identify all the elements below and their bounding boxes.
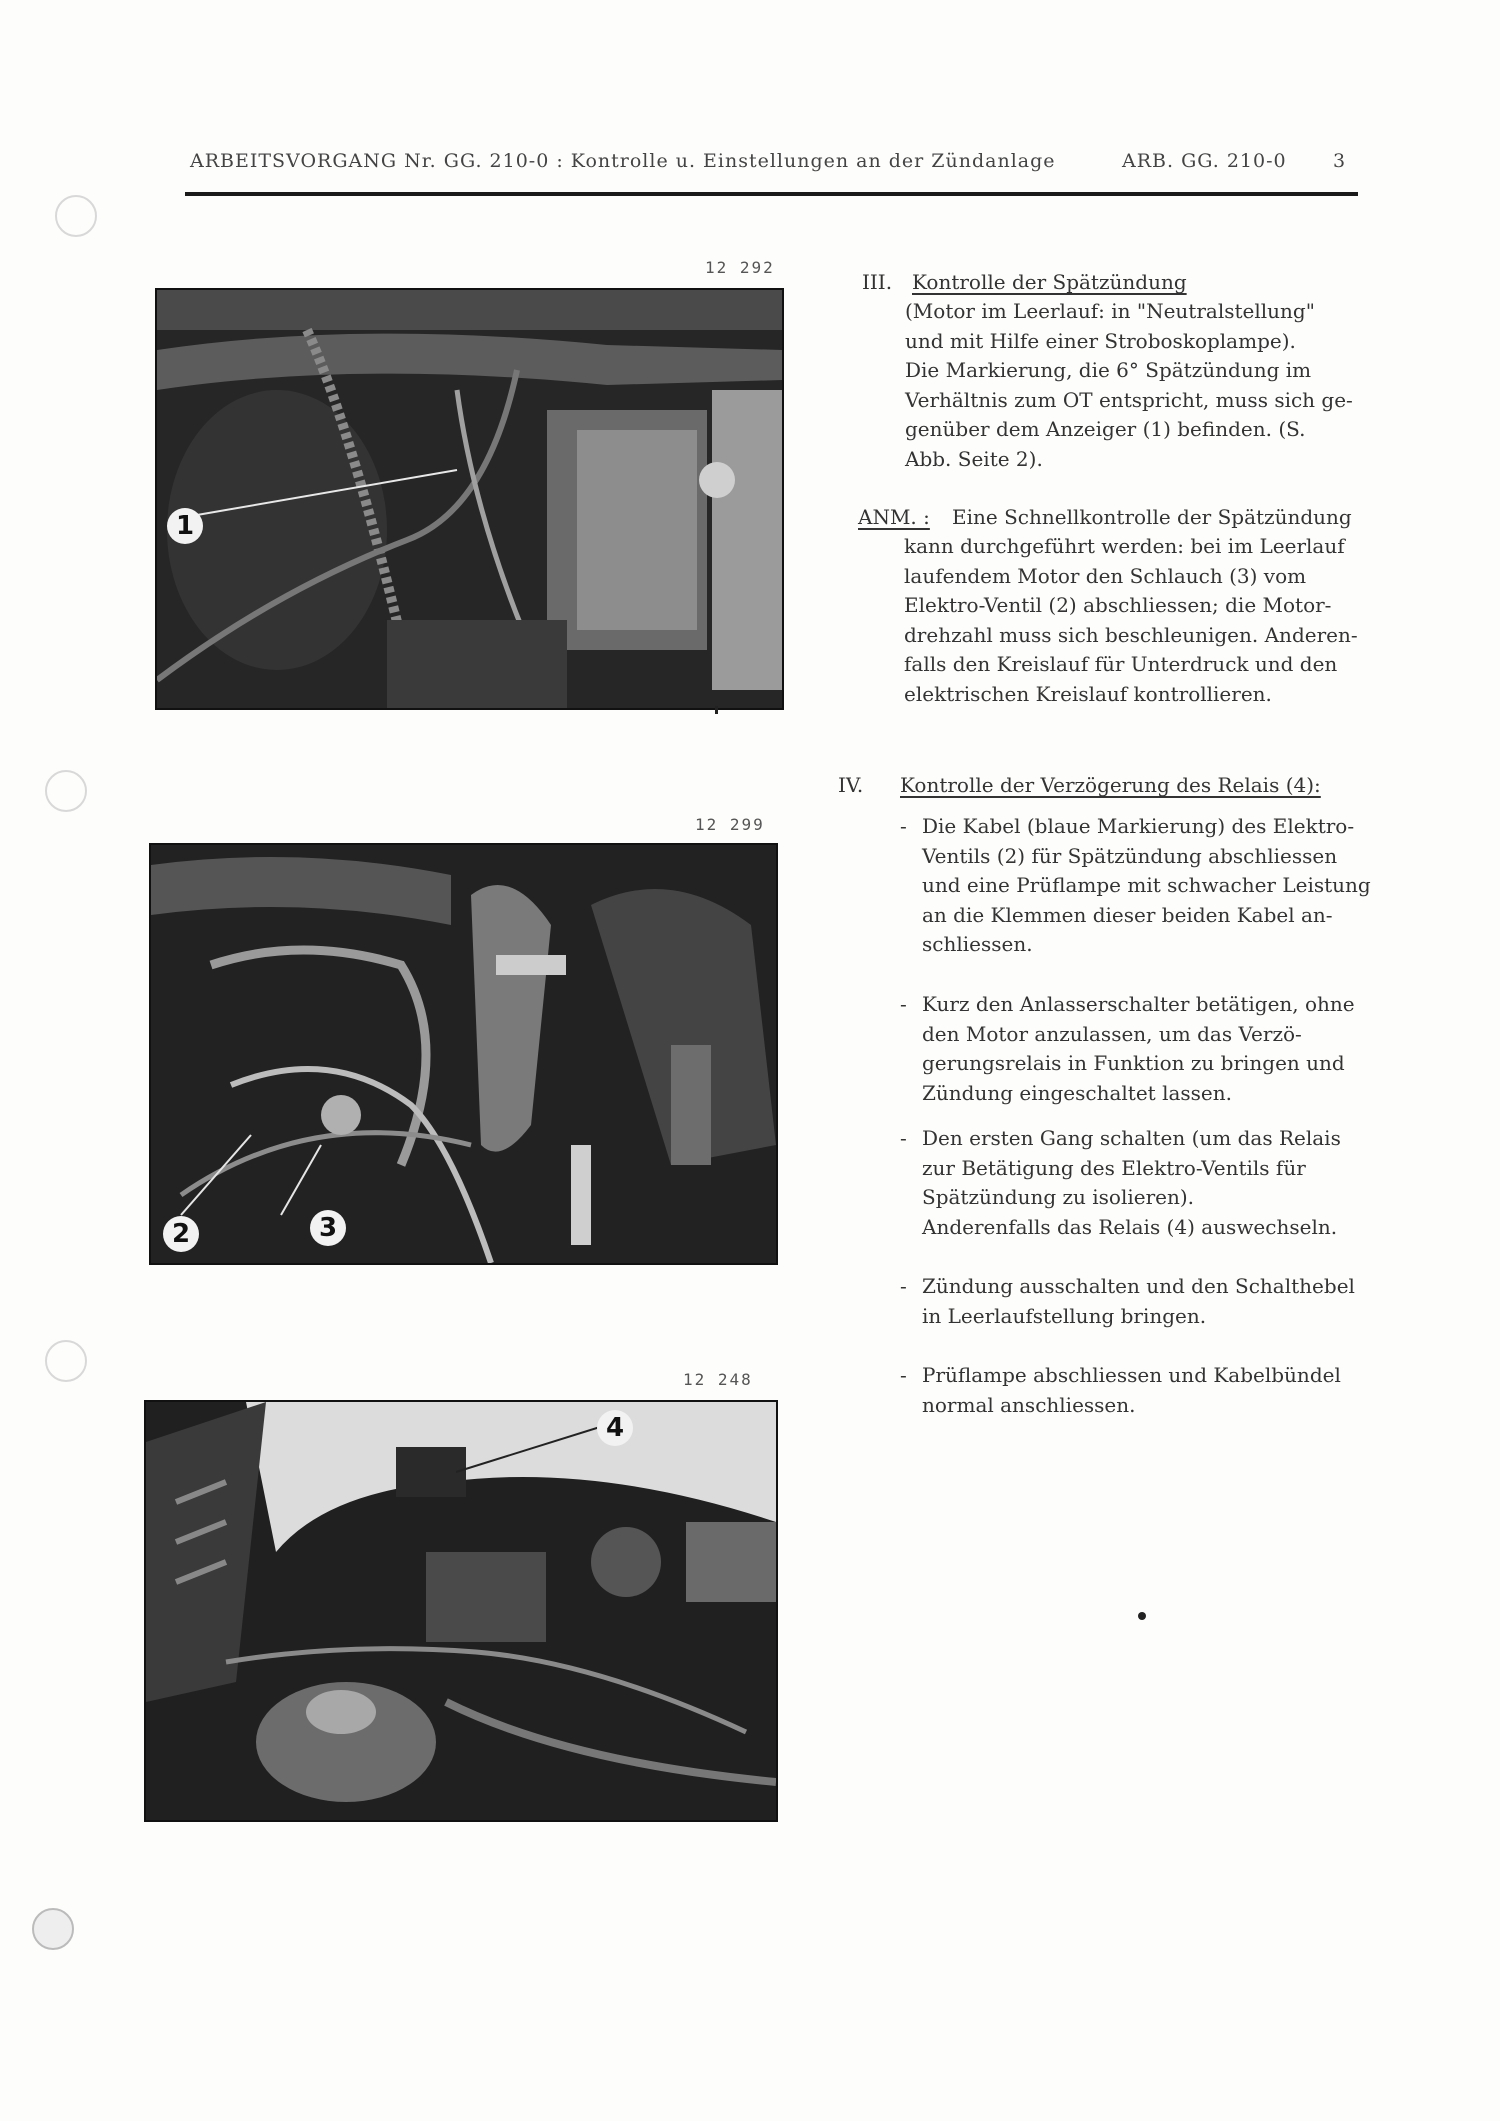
punch-hole <box>45 1340 87 1382</box>
note-body <box>904 532 1358 709</box>
section-3-number: III. <box>862 270 893 294</box>
text-line: Spätzündung zu isolieren). <box>922 1185 1195 1209</box>
punch-hole <box>32 1908 74 1950</box>
figure-2-number: 12 299 <box>695 815 765 834</box>
step-text <box>922 1361 1341 1420</box>
figure-3-number: 12 248 <box>683 1370 753 1389</box>
text-line: Die Kabel (blaue Markierung) des Elektro- <box>922 814 1355 838</box>
figure-1-number: 12 292 <box>705 258 775 277</box>
text-line: Ventils (2) für Spätzündung abschliessen <box>922 843 1338 868</box>
text-line: (Motor im Leerlauf: in "Neutralstellung" <box>905 299 1315 323</box>
text-line: genüber dem Anzeiger (1) befinden. (S. <box>905 417 1306 441</box>
note-first-line: Eine Schnellkontrolle der Spätzündung <box>952 505 1352 529</box>
step-text <box>922 812 1371 960</box>
header-rule <box>185 192 1358 196</box>
text-line: Zündung ausschalten und den Schalthebel <box>922 1274 1355 1298</box>
text-line: zur Betätigung des Elektro-Ventils für <box>922 1155 1306 1180</box>
text-line: gerungsrelais in Funktion zu bringen und <box>922 1051 1345 1075</box>
text-line: Anderenfalls das Relais (4) auswechseln. <box>922 1214 1338 1239</box>
text-line: Elektro-Ventil (2) abschliessen; die Motor- <box>904 593 1332 617</box>
text-line: den Motor anzulassen, um das Verzö- <box>922 1021 1302 1046</box>
step-bullet: - <box>900 814 907 838</box>
scan-dot <box>1138 1612 1146 1620</box>
step-text <box>922 1272 1355 1331</box>
text-line: an die Klemmen dieser beiden Kabel an- <box>922 902 1333 927</box>
engine-photo-3 <box>144 1400 778 1822</box>
note-label: ANM. : <box>858 505 930 529</box>
callout-4: 4 <box>597 1410 633 1446</box>
text-line: Kurz den Anlasserschalter betätigen, ohne <box>922 992 1355 1016</box>
step-text <box>922 990 1355 1108</box>
header-ref: ARB. GG. 210-0 <box>1122 150 1287 172</box>
callout-2: 2 <box>163 1216 199 1252</box>
section-4-title: Kontrolle der Verzögerung des Relais (4): <box>900 773 1321 797</box>
engine-photo-2 <box>149 843 778 1265</box>
punch-hole <box>45 770 87 812</box>
step-bullet: - <box>900 992 907 1016</box>
text-line: und eine Prüflampe mit schwacher Leistung <box>922 873 1371 897</box>
text-line: elektrischen Kreislauf kontrollieren. <box>904 681 1272 706</box>
text-line: schliessen. <box>922 932 1033 956</box>
text-line: in Leerlaufstellung bringen. <box>922 1303 1207 1328</box>
page-number: 3 <box>1333 150 1347 172</box>
text-line: Prüflampe abschliessen und Kabelbündel <box>922 1363 1341 1387</box>
callout-3: 3 <box>310 1210 346 1246</box>
text-line: Zündung eingeschaltet lassen. <box>922 1080 1232 1105</box>
step-text <box>922 1124 1341 1242</box>
step-bullet: - <box>900 1363 907 1387</box>
text-line: laufendem Motor den Schlauch (3) vom <box>904 563 1307 588</box>
punch-hole <box>55 195 97 237</box>
text-line: und mit Hilfe einer Stroboskoplampe). <box>905 328 1296 353</box>
text-line: kann durchgeführt werden: bei im Leerlauf <box>904 534 1345 558</box>
step-bullet: - <box>900 1274 907 1298</box>
text-line: Abb. Seite 2). <box>905 446 1043 471</box>
text-line: falls den Kreislauf für Unterdruck und den <box>904 652 1338 676</box>
section-3-body <box>905 297 1353 474</box>
text-line: Die Markierung, die 6° Spätzündung im <box>905 358 1312 382</box>
scan-mark <box>715 706 718 714</box>
engine-photo-1 <box>155 288 784 710</box>
text-line: normal anschliessen. <box>922 1392 1136 1417</box>
text-line: Den ersten Gang schalten (um das Relais <box>922 1126 1341 1150</box>
text-line: drehzahl muss sich beschleunigen. Anderen- <box>904 622 1358 647</box>
header-operation: ARBEITSVORGANG Nr. GG. 210-0 : Kontrolle u. Einstellungen an der Zündanlage <box>190 150 1056 172</box>
callout-1: 1 <box>167 508 203 544</box>
text-line: Verhältnis zum OT entspricht, muss sich ge- <box>905 387 1353 412</box>
section-3-title: Kontrolle der Spätzündung <box>912 270 1187 294</box>
step-bullet: - <box>900 1126 907 1150</box>
section-4-number: IV. <box>838 773 864 797</box>
